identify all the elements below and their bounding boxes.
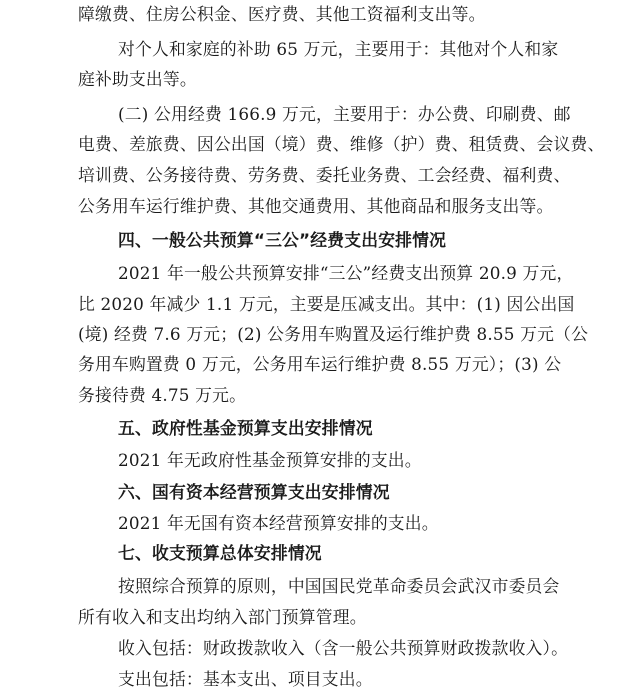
section-heading: 五、政府性基金预算支出安排情况	[118, 418, 373, 438]
section-heading: 四、一般公共预算“三公”经费支出安排情况	[118, 230, 447, 250]
paragraph-line: 培训费、公务接待费、劳务费、委托业务费、工会经费、福利费、	[78, 165, 571, 185]
paragraph-line: 按照综合预算的原则，中国国民党革命委员会武汉市委员会	[118, 576, 560, 596]
paragraph-line: 比 2020 年减少 1.1 万元，主要是压减支出。其中：(1) 因公出国	[78, 294, 575, 314]
paragraph-line: 务接待费 4.75 万元。	[78, 385, 247, 405]
paragraph-line: 支出包括：基本支出、项目支出。	[118, 669, 373, 689]
paragraph-line: 庭补助支出等。	[78, 69, 197, 89]
paragraph-line: (二) 公用经费 166.9 万元，主要用于：办公费、印刷费、邮	[118, 104, 571, 124]
paragraph-line: 障缴费、住房公积金、医疗费、其他工资福利支出等。	[78, 4, 486, 24]
paragraph-line: 2021 年一般公共预算安排“三公”经费支出预算 20.9 万元，	[118, 263, 574, 283]
paragraph-line: 2021 年无政府性基金预算安排的支出。	[118, 450, 422, 470]
paragraph-line: 2021 年无国有资本经营预算安排的支出。	[118, 513, 439, 533]
paragraph-line: 公务用车运行维护费、其他交通费用、其他商品和服务支出等。	[78, 196, 554, 216]
paragraph-line: 务用车购置费 0 万元，公务用车运行维护费 8.55 万元）；(3) 公	[78, 354, 562, 374]
section-heading: 六、国有资本经营预算支出安排情况	[118, 482, 390, 502]
paragraph-line: 对个人和家庭的补助 65 万元，主要用于：其他对个人和家	[118, 39, 559, 59]
paragraph-line: (境) 经费 7.6 万元；(2) 公务用车购置及运行维护费 8.55 万元（公	[78, 324, 589, 344]
section-heading: 七、收支预算总体安排情况	[118, 543, 322, 563]
paragraph-line: 所有收入和支出均纳入部门预算管理。	[78, 607, 367, 627]
paragraph-line: 收入包括：财政拨款收入（含一般公共预算财政拨款收入）。	[118, 638, 569, 658]
paragraph-line: 电费、差旅费、因公出国（境）费、维修（护）费、租赁费、会议费、	[78, 134, 605, 154]
